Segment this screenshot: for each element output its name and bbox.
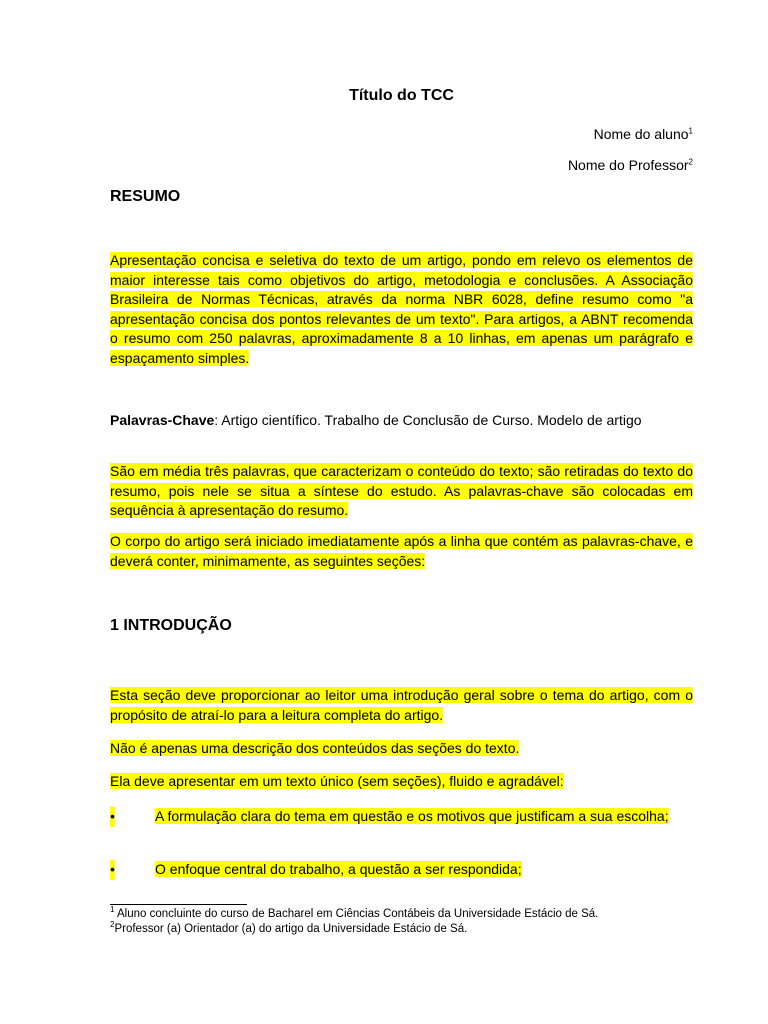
footnote-2 xyxy=(110,922,467,936)
introducao-text-2: Não é apenas uma descrição dos conteúdos das seções do texto. xyxy=(110,740,520,756)
introducao-paragraph-2 xyxy=(110,739,693,759)
resumo-heading: RESUMO xyxy=(110,188,181,205)
document-page xyxy=(110,0,693,1024)
document-title: Título do TCC xyxy=(349,87,454,104)
bullet-icon: • xyxy=(110,860,115,880)
author-professor xyxy=(568,156,693,174)
keywords-label: Palavras-Chave xyxy=(110,412,215,428)
list-item xyxy=(110,807,693,827)
introducao-paragraph-3 xyxy=(110,772,693,792)
introducao-paragraph-1 xyxy=(110,686,693,725)
introducao-text-1: Esta seção deve proporcionar ao leitor uma introdução geral sobre o tema do artigo, com o propósito de atraí-lo para a leitura completa do artigo. xyxy=(110,687,693,723)
footnote-1 xyxy=(110,907,598,921)
resumo-text: Apresentação concisa e seletiva do texto de um artigo, pondo em relevo os elementos de maior interesse tais como objetivos do artigo, metodologia e conclusões. A Associação Brasileira de Normas Técnicas, através da norma NBR 6028, define resumo como "a apresentação concisa dos pontos relevantes de um texto". Para artigos, a ABNT recomenda o resumo com 250 palavras, aproximadamente 8 a 10 linhas, em apenas um parágrafo e espaçamento simples. xyxy=(110,252,693,366)
author-student-footnote-mark[interactable]: 1 xyxy=(688,126,693,136)
resumo-paragraph xyxy=(110,251,693,368)
author-student xyxy=(594,125,693,143)
keywords-note-paragraph xyxy=(110,462,693,521)
author-student-name: Nome do aluno xyxy=(593,126,689,142)
keywords-note-text: São em média três palavras, que caracterizam o conteúdo do texto; são retiradas do texto do resumo, pois nele se situa a síntese do estudo. As palavras-chave são colocadas em sequência à apresentação do resumo. xyxy=(110,463,693,518)
footnote-2-mark: 2 xyxy=(110,920,115,930)
body-intro-paragraph xyxy=(110,532,693,571)
body-intro-text: O corpo do artigo será iniciado imediatamente após a linha que contém as palavras-chave, e deverá conter, minimamente, as seguintes seções: xyxy=(110,533,693,569)
footnote-separator xyxy=(110,904,247,905)
introducao-text-3: Ela deve apresentar em um texto único (sem seções), fluido e agradável: xyxy=(110,773,564,789)
author-professor-footnote-mark[interactable]: 2 xyxy=(688,157,693,167)
bullet-text-1: A formulação clara do tema em questão e os motivos que justificam a sua escolha; xyxy=(155,808,669,824)
footnote-2-text: Professor (a) Orientador (a) do artigo da Universidade Estácio de Sá. xyxy=(114,923,468,935)
bullet-icon: • xyxy=(110,807,115,827)
list-item xyxy=(110,860,693,880)
keywords-paragraph xyxy=(110,411,693,431)
footnote-1-mark: 1 xyxy=(110,905,115,915)
introducao-heading: 1 INTRODUÇÃO xyxy=(110,617,232,634)
keywords-text: : Artigo científico. Trabalho de Conclusão de Curso. Modelo de artigo xyxy=(214,412,642,428)
footnote-1-text: Aluno concluinte do curso de Bacharel em Ciências Contábeis da Universidade Estácio de Sá. xyxy=(114,908,599,920)
author-professor-name: Nome do Professor xyxy=(567,157,689,173)
bullet-text-2: O enfoque central do trabalho, a questão a ser respondida; xyxy=(155,861,522,877)
